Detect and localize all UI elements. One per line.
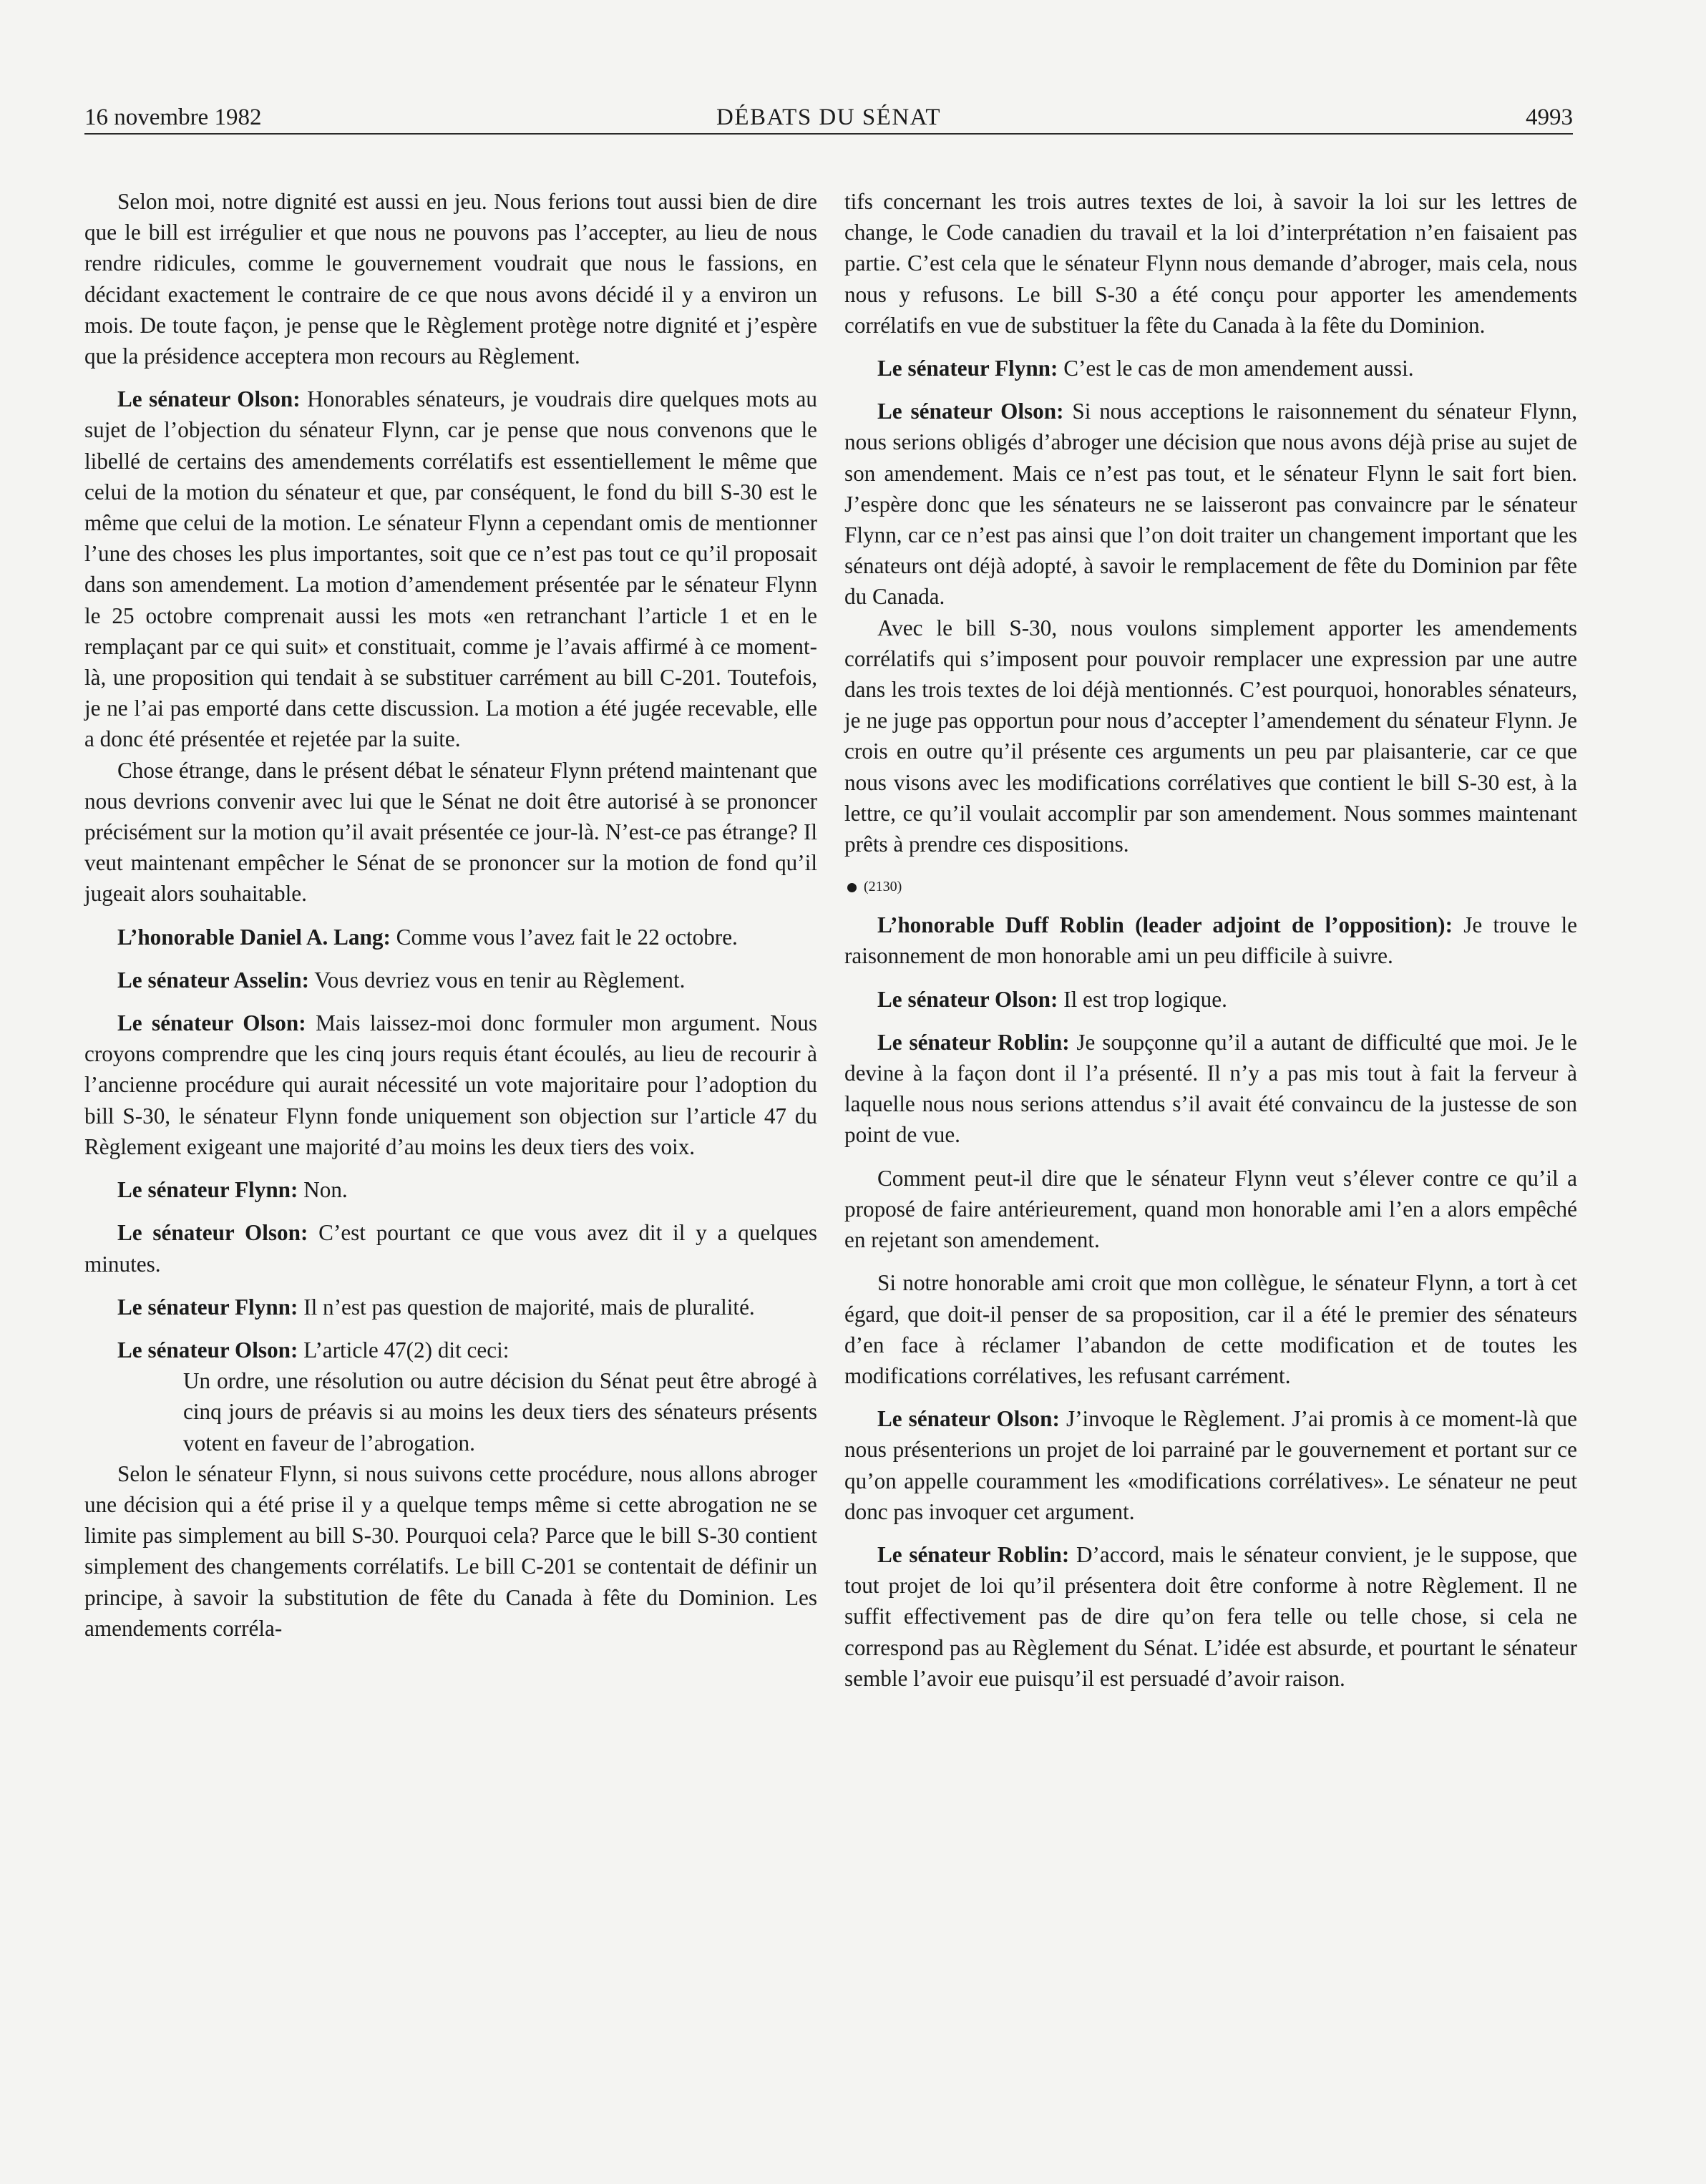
speech-paragraph xyxy=(84,1008,817,1162)
speech-paragraph xyxy=(84,1174,817,1205)
speech-paragraph xyxy=(84,922,817,952)
speaker-name: Le sénateur Roblin: xyxy=(877,1541,1070,1567)
speaker-name: Le sénateur Asselin: xyxy=(117,967,309,993)
speech-text: Il est trop logique. xyxy=(1063,986,1227,1012)
time-marker-text: (2130) xyxy=(864,879,902,895)
speech-paragraph xyxy=(844,396,1577,612)
paragraph: Selon le sénateur Flynn, si nous suivons cette procédure, nous allons abroger une décision qui a été prise il y a quelque temps même si cette abrogation ne se limite pas simplement au bill S-30. Pourquoi cela? Parce que le bill S-30 contient simplement des changements corrélatifs. Le bill C-201 se contentait de définir un principe, à savoir la substitution de fête du Canada à fête du Dominion. Les amendements corréla- xyxy=(84,1461,817,1641)
speech-text: Je soupçonne qu’il a autant de difficulté que moi. Je le devine à la façon dont il l’a présenté. Il n’y a pas mis tout à fait la ferveur à laquelle nous nous serions attendus s’il avait été convaincu de la justesse de son point de vue. xyxy=(844,1029,1577,1148)
paragraph: Si notre honorable ami croit que mon collègue, le sénateur Flynn, a tort à cet égard, que doit-il penser de sa proposition, car il a été le premier des sénateurs d’en face à réclamer l’abandon de cette modification et de toutes les modifications corrélatives, les refusant carrément. xyxy=(844,1270,1577,1388)
speech-paragraph xyxy=(84,965,817,995)
speech-paragraph xyxy=(844,910,1577,971)
speech-paragraph xyxy=(844,1539,1577,1694)
speech-paragraph xyxy=(844,984,1577,1015)
speech-text: L’article 47(2) dit ceci: xyxy=(303,1337,510,1362)
header-page-number: 4993 xyxy=(1526,104,1573,130)
speaker-name: Le sénateur Olson: xyxy=(117,1220,308,1246)
paragraph: tifs concernant les trois autres textes de loi, à savoir la loi sur les lettres de change, le Code canadien du travail et la loi d’interprétation n’en faisaient pas partie. C’est cela que le sénateur Flynn nous demande d’abroger, mais cela, nous nous y refusons. Le bill S-30 a été conçu pour apporter les amendements corrélatifs en vue de substituer la fête du Canada à la fête du Dominion. xyxy=(844,189,1577,338)
right-column xyxy=(844,186,1577,1694)
speaker-name: Le sénateur Olson: xyxy=(117,1010,306,1036)
speech-text: C’est le cas de mon amendement aussi. xyxy=(1063,356,1414,381)
paragraph: Chose étrange, dans le présent débat le sénateur Flynn prétend maintenant que nous devrions convenir avec lui que le Sénat ne doit être autorisé à se prononcer précisément sur la motion qu’il avait présentée ce jour-là. N’est-ce pas étrange? Il veut maintenant empêcher le Sénat de se prononcer sur la motion de fond qu’il jugeait alors souhaitable. xyxy=(84,757,817,907)
time-marker xyxy=(844,875,1577,898)
speaker-name: Le sénateur Flynn: xyxy=(117,1177,298,1203)
speech-paragraph xyxy=(84,384,817,754)
speech-paragraph xyxy=(844,1027,1577,1151)
left-column xyxy=(84,186,817,1644)
speech-text: Comme vous l’avez fait le 22 octobre. xyxy=(396,924,738,950)
speech-paragraph xyxy=(84,1292,817,1322)
bullet-dot-icon xyxy=(847,883,857,892)
speech-text: Si nous acceptions le raisonnement du sénateur Flynn, nous serions obligés d’abroger une décision que nous avons déjà prise au sujet de son amendement. Mais ce n’est pas tout, et le sénateur Flynn le sait fort bien. J’espère donc que les sénateurs ne se laisseront pas convaincre par le sénateur Flynn, car ce n’est pas ainsi que l’on doit traiter un changement important que les sénateurs ont déjà adopté, à savoir le remplacement de fête du Dominion par fête du Canada. xyxy=(844,399,1577,610)
speech-paragraph xyxy=(844,1403,1577,1527)
speech-text: Honorables sénateurs, je voudrais dire quelques mots au sujet de l’objection du sénateur Flynn, car je pense que nous convenons que le libellé de certains des amendements corrélatifs est essentiellement le même que celui de la motion du sénateur et que, par conséquent, le fond du bill S-30 est le même que celui de la motion. Le sénateur Flynn a cependant omis de mentionner l’une des choses les plus importantes, soit que ce n’est pas tout ce qu’il proposait dans son amendement. La motion d’amendement présentée par le sénateur Flynn le 25 octobre comprenait aussi les mots «en retranchant l’article 1 et en le remplaçant par ce qui suit» et constituait, comme je l’avais affirmé à ce moment-là, une proposition qui tendait à se substituer carrément au bill C-201. Toutefois, je ne l’ai pas emporté dans cette discussion. La motion a été jugée recevable, elle a donc été présentée et rejetée par la suite. xyxy=(84,386,817,752)
paragraph: Comment peut-il dire que le sénateur Flynn veut s’élever contre ce qu’il a proposé de faire antérieurement, quand mon honorable ami l’en a alors empêché en rejetant son amendement. xyxy=(844,1165,1577,1253)
header-title: DÉBATS DU SÉNAT xyxy=(716,104,942,130)
speaker-name: Le sénateur Roblin: xyxy=(877,1029,1070,1055)
speech-text: Vous devriez vous en tenir au Règlement. xyxy=(314,967,686,993)
speech-text: J’invoque le Règlement. J’ai promis à ce moment-là que nous présenterions un projet de loi parrainé par le gouvernement et portant sur ce qu’on appelle couramment les «modifications corrélatives». Le sénateur ne peut donc pas invoquer cet argument. xyxy=(844,1406,1577,1524)
speaker-name: Le sénateur Olson: xyxy=(877,399,1064,424)
speaker-name: L’honorable Duff Roblin (leader adjoint de l’opposition): xyxy=(877,912,1453,938)
speaker-name: Le sénateur Olson: xyxy=(117,1337,298,1362)
speech-text: Mais laissez-moi donc formuler mon argument. Nous croyons comprendre que les cinq jours requis étant écoulés, au lieu de recourir à l’ancienne procédure qui aurait nécessité un vote majoritaire pour l’adoption du bill S-30, le sénateur Flynn fonde uniquement son objection sur l’article 47 du Règlement exigeant une majorité d’au moins les deux tiers des voix. xyxy=(84,1010,817,1159)
speech-paragraph xyxy=(84,1335,817,1365)
speaker-name: Le sénateur Flynn: xyxy=(877,356,1058,381)
paragraph: Avec le bill S-30, nous voulons simplement apporter les amendements corrélatifs qui s’imposent pour pouvoir remplacer une expression par une autre dans les trois textes de loi déjà mentionnés. C’est pourquoi, honorables sénateurs, je ne juge pas opportun pour nous d’accepter l’amendement du sénateur Flynn. Je crois en outre qu’il présente ces arguments un peu par plaisanterie, car ce que nous visons avec les modifications corrélatives que contient le bill S-30 est, à la lettre, ce qu’il voulait accomplir par son amendement. Nous sommes maintenant prêts à prendre ces dispositions. xyxy=(844,615,1577,857)
speech-text: Il n’est pas question de majorité, mais de pluralité. xyxy=(303,1294,755,1320)
speaker-name: Le sénateur Olson: xyxy=(877,1406,1060,1432)
speaker-name: Le sénateur Olson: xyxy=(877,986,1058,1012)
header-date: 16 novembre 1982 xyxy=(84,104,262,130)
speech-paragraph xyxy=(84,1217,817,1279)
speaker-name: Le sénateur Flynn: xyxy=(117,1294,298,1320)
speech-text: Non. xyxy=(303,1177,348,1203)
speech-text: C’est pourtant ce que vous avez dit il y a quelques minutes. xyxy=(84,1220,817,1277)
speaker-name: Le sénateur Olson: xyxy=(117,386,301,412)
running-header xyxy=(84,102,1573,135)
speech-paragraph xyxy=(844,353,1577,384)
rule-quotation xyxy=(84,1365,817,1458)
speech-text: Je trouve le raisonnement de mon honorable ami un peu difficile à suivre. xyxy=(844,912,1577,969)
paragraph: Selon moi, notre dignité est aussi en jeu. Nous ferions tout aussi bien de dire que le bill est irrégulier et que nous ne pouvons pas l’accepter, au lieu de nous rendre ridicules, comme le gouvernement voudrait que nous le fassions, en décidant exactement le contraire de ce que nous avons décidé il y a environ un mois. De toute façon, je pense que le Règlement protège notre dignité et j’espère que la présidence acceptera mon recours au Règlement. xyxy=(84,189,817,369)
quotation-text: Un ordre, une résolution ou autre décision du Sénat peut être abrogé à cinq jours de préavis si au moins les deux tiers des sénateurs présents votent en faveur de l’abrogation. xyxy=(183,1368,817,1456)
speech-text: D’accord, mais le sénateur convient, je le suppose, que tout projet de loi qu’il présentera doit être conforme à notre Règlement. Il ne suffit effectivement pas de dire qu’on fera telle ou telle chose, si cela ne correspond pas au Règlement du Sénat. L’idée est absurde, et pourtant le sénateur semble l’avoir eue puisqu’il est persuadé d’avoir raison. xyxy=(844,1541,1578,1691)
speaker-name: L’honorable Daniel A. Lang: xyxy=(117,924,391,950)
